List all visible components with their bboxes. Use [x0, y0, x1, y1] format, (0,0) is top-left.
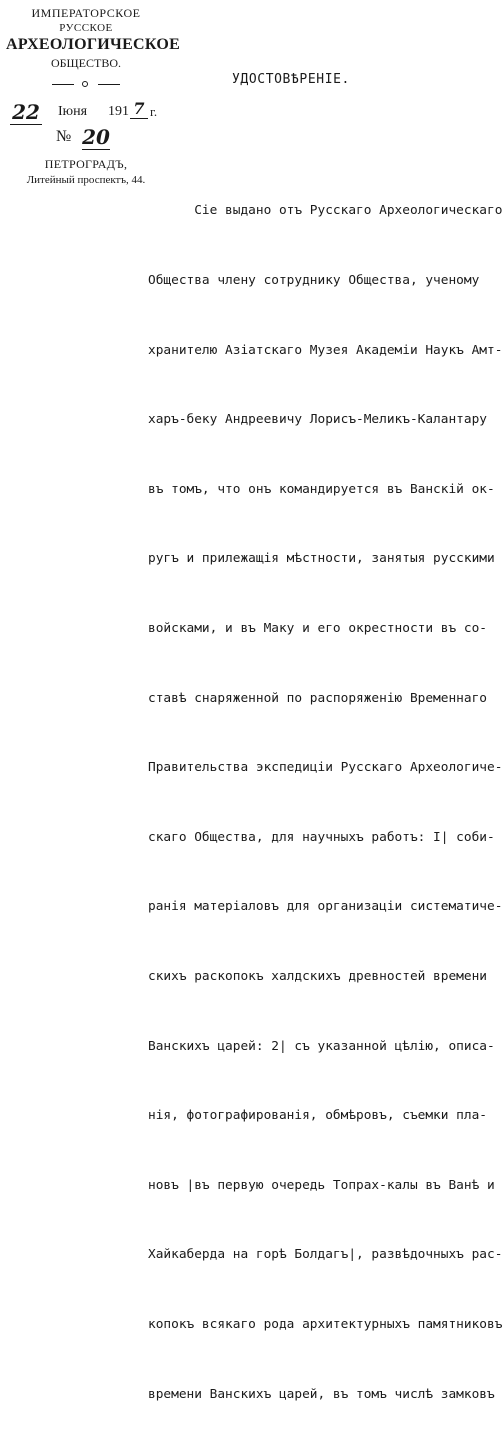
document-body [148, 153, 502, 1429]
body-line: времени Ванскихъ царей, въ томъ числѣ замковъ [148, 1386, 495, 1402]
letterhead-russian: РУССКОЕ [59, 22, 113, 34]
body-line: войсками, и въ Маку и его окрестности въ со- [148, 620, 487, 636]
body-line: нія, фотографированія, обмѣровъ, съемки пла- [148, 1108, 487, 1124]
ornament-divider-icon [6, 79, 166, 89]
body-line: Сіе выдано отъ Русскаго Археологическаго [148, 203, 502, 219]
document-number-handwritten: 20 [82, 125, 110, 149]
body-line: ставѣ снаряженной по распоряженію Временнаго [148, 690, 487, 706]
date-year-suffix-handwritten: 7 [130, 99, 148, 119]
number-sign: № [56, 128, 72, 145]
date-year-prefix: 191 [108, 104, 129, 119]
body-line: ранія матеріаловъ для организаціи систематиче- [148, 899, 502, 915]
letterhead-archaeological: АРХЕОЛОГИЧЕСКОЕ [6, 36, 181, 53]
date-line [6, 99, 166, 124]
body-line: скаго Общества, для научныхъ работъ: І| соби- [148, 829, 495, 845]
address-block [6, 156, 166, 188]
body-line: Общества члену сотруднику Общества, ученому [148, 273, 480, 288]
document-number-line [6, 125, 166, 150]
body-line: новъ |въ первую очередь Топрах-калы въ Ванѣ и [148, 1177, 495, 1193]
body-line: харъ-беку Андреевичу Лорисъ-Меликъ-Калантару [148, 412, 487, 428]
body-line: копокъ всякаго рода архитектурныхъ памятниковъ [148, 1316, 502, 1332]
date-day-handwritten: 22 [10, 100, 42, 125]
body-line: въ томъ, что онъ командируется въ Ванскій ок- [148, 481, 495, 497]
letterhead [6, 6, 181, 89]
body-line: Правительства экспедиціи Русскаго Археологиче- [148, 760, 502, 776]
letterhead-imperial: ИМПЕРАТОРСКОЕ [31, 6, 141, 20]
body-line: Ванскихъ царей: 2| съ указанной цѣлію, описа- [148, 1038, 495, 1054]
body-line: хранителю Азіатскаго Музея Академіи Наукъ Амт- [148, 342, 502, 358]
body-line: скихъ раскопокъ халдскихъ древностей времени [148, 968, 487, 984]
letterhead-society: ОБЩЕСТВО. [51, 56, 121, 70]
document-title: УДОСТОВѢРЕНІЕ. [232, 72, 350, 87]
body-line: ругъ и прилежащія мѣстности, занятыя русскими [148, 551, 495, 567]
date-month: Іюня [58, 104, 88, 119]
city-name: ПЕТРОГРАДЪ, [44, 157, 128, 171]
street-address: Литейный проспектъ, 44. [26, 174, 146, 186]
date-year-mark: г. [150, 104, 158, 119]
body-line: Хайкаберда на горѣ Болдагъ|, развѣдочныхъ рас- [148, 1247, 502, 1263]
